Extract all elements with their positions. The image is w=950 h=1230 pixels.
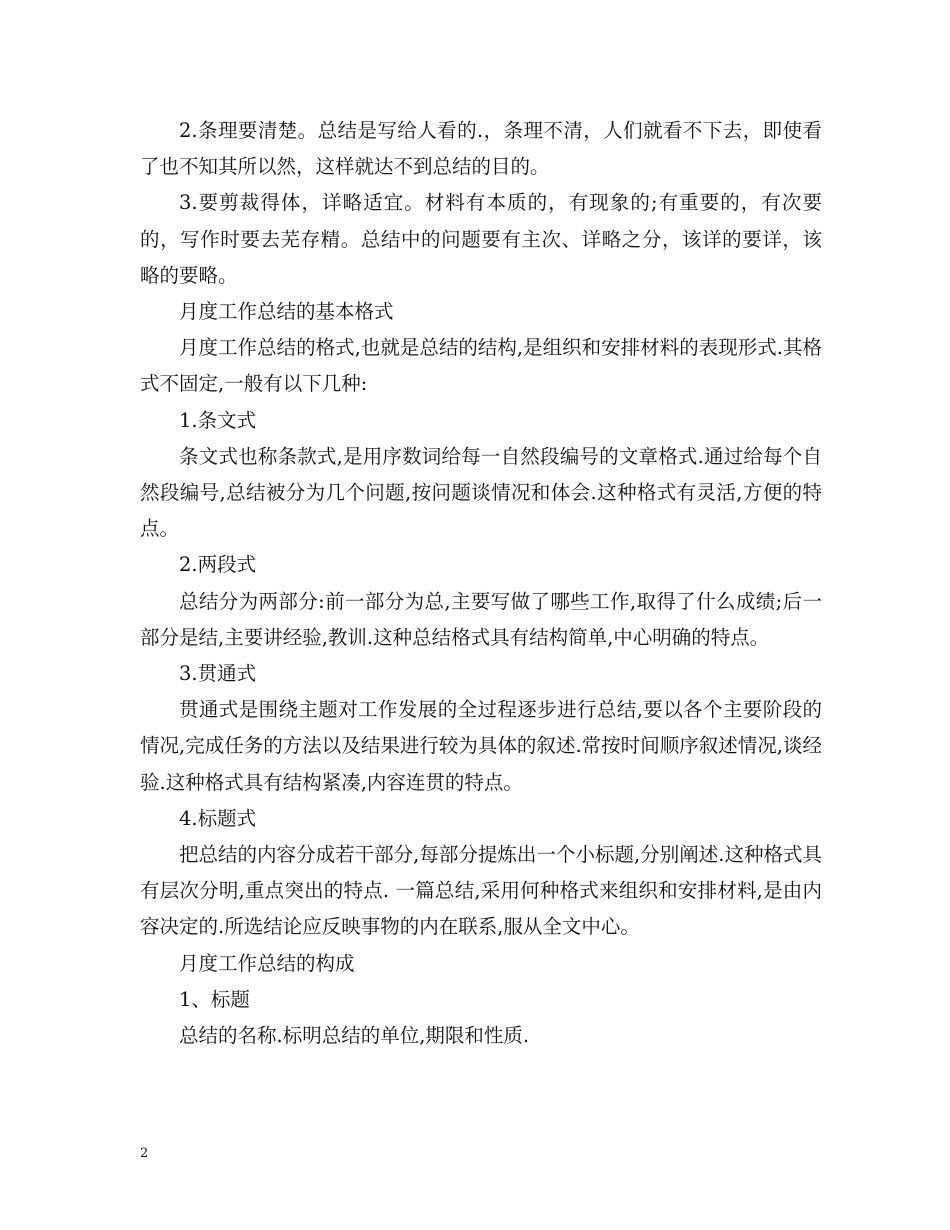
- section-heading-composition: 月度工作总结的构成: [179, 951, 355, 975]
- subheading-article-style: 1.条文式: [179, 408, 257, 432]
- paragraph-article-style: 条文式也称条款式,是用序数词给每一自然段编号的文章格式.通过给每个自然段编号,总结被分为几个问题,按问题谈情况和体会.这种格式有灵活,方便的特点。: [140, 444, 822, 541]
- section-heading-basic-format: 月度工作总结的基本格式: [179, 300, 394, 324]
- paragraph-editing: 3.要剪裁得体，详略适宜。材料有本质的，有现象的;有重要的，有次要的，写作时要去芜存精。总结中的问题要有主次、详略之分，该详的要详，该略的要略。: [140, 191, 822, 287]
- paragraph-continuous-style: 贯通式是围绕主题对工作发展的全过程逐步进行总结,要以各个主要阶段的情况,完成任务的方法以及结果进行较为具体的叙述.常按时间顺序叙述情况,谈经验.这种格式具有结构紧凑,内容连贯的特点。: [140, 698, 822, 794]
- document-body: [140, 113, 822, 1054]
- paragraph-title-style: 把总结的内容分成若干部分,每部分提炼出一个小标题,分别阐述.这种格式具有层次分明,重点突出的特点. 一篇总结,采用何种格式来组织和安排材料,是由内容决定的.所选结论应反映事物的内在联系,服从全文中心。: [140, 843, 822, 939]
- subheading-title-style: 4.标题式: [179, 806, 257, 830]
- subheading-continuous-style: 3.贯通式: [179, 662, 257, 686]
- paragraph-clarity: 2.条理要清楚。总结是写给人看的.，条理不清，人们就看不下去，即使看了也不知其所以然，这样就达不到总结的目的。: [140, 119, 822, 179]
- paragraph-title-description: 总结的名称.标明总结的单位,期限和性质.: [179, 1024, 530, 1048]
- paragraph-two-part-style: 总结分为两部分:前一部分为总,主要写做了哪些工作,取得了什么成绩;后一部分是结,主要讲经验,教训.这种总结格式具有结构简单,中心明确的特点。: [140, 589, 822, 649]
- page-number: 2: [140, 1146, 149, 1161]
- paragraph-format-intro: 月度工作总结的格式,也就是总结的结构,是组织和安排材料的表现形式.其格式不固定,一般有以下几种:: [140, 336, 822, 396]
- subheading-title: 1、标题: [179, 987, 250, 1011]
- subheading-two-part-style: 2.两段式: [179, 553, 257, 577]
